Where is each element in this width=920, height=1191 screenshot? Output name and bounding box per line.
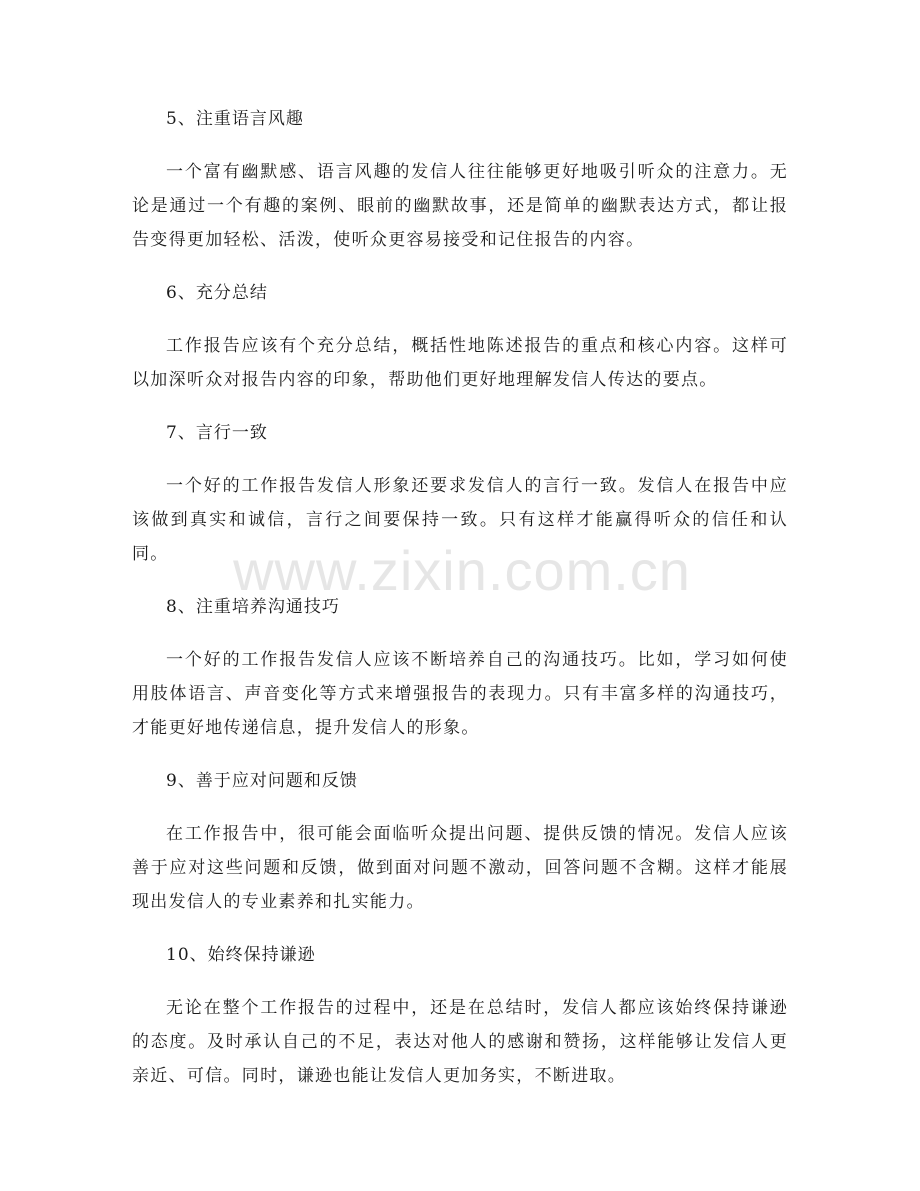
section-7 bbox=[132, 416, 788, 571]
section-heading: 6、充分总结 bbox=[166, 283, 268, 303]
section-9 bbox=[132, 764, 788, 919]
section-6 bbox=[132, 276, 788, 397]
section-heading: 7、言行一致 bbox=[166, 423, 268, 443]
section-paragraph: 无论在整个工作报告的过程中，还是在总结时，发信人都应该始终保持谦逊的态度。及时承认自己的不足，表达对他人的感谢和赞扬，这样能够让发信人更亲近、可信。同时，谦逊也能让发信人更加务实，不断进取。 bbox=[132, 998, 788, 1086]
section-heading: 10、始终保持谦逊 bbox=[166, 945, 316, 965]
section-paragraph: 一个富有幽默感、语言风趣的发信人往往能够更好地吸引听众的注意力。无论是通过一个有趣的案例、眼前的幽默故事，还是简单的幽默表达方式，都让报告变得更加轻松、活泼，使听众更容易接受和记住报告的内容。 bbox=[132, 162, 788, 250]
section-paragraph: 一个好的工作报告发信人应该不断培养自己的沟通技巧。比如，学习如何使用肢体语言、声音变化等方式来增强报告的表现力。只有丰富多样的沟通技巧，才能更好地传递信息，提升发信人的形象。 bbox=[132, 650, 788, 738]
section-5 bbox=[132, 102, 788, 257]
watermark-text: www.zixin.com.cn bbox=[233, 539, 691, 602]
section-paragraph: 工作报告应该有个充分总结，概括性地陈述报告的重点和核心内容。这样可以加深听众对报告内容的印象，帮助他们更好地理解发信人传达的要点。 bbox=[132, 336, 788, 390]
section-paragraph: 在工作报告中，很可能会面临听众提出问题、提供反馈的情况。发信人应该善于应对这些问题和反馈，做到面对问题不激动，回答问题不含糊。这样才能展现出发信人的专业素养和扎实能力。 bbox=[132, 824, 788, 912]
section-heading: 8、注重培养沟通技巧 bbox=[166, 597, 340, 617]
section-heading: 5、注重语言风趣 bbox=[166, 109, 304, 129]
section-heading: 9、善于应对问题和反馈 bbox=[166, 771, 358, 791]
section-8 bbox=[132, 590, 788, 745]
section-paragraph: 一个好的工作报告发信人形象还要求发信人的言行一致。发信人在报告中应该做到真实和诚信，言行之间要保持一致。只有这样才能赢得听众的信任和认同。 bbox=[132, 476, 788, 564]
document-body bbox=[132, 102, 788, 1112]
section-10 bbox=[132, 938, 788, 1093]
